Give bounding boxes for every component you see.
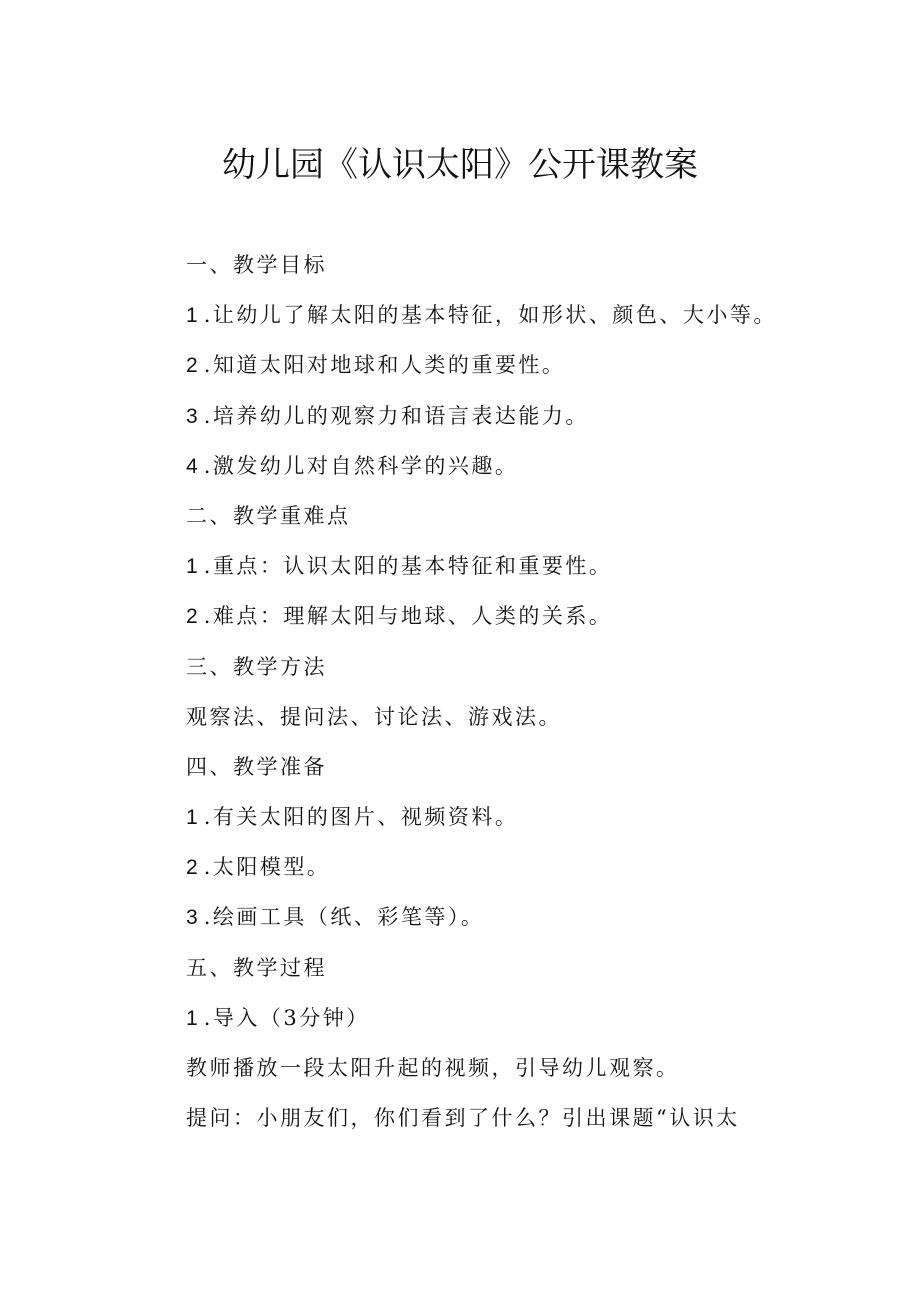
line-text: .难点：理解太阳与地球、人类的关系。 <box>203 604 613 629</box>
line-text: .绘画工具（纸、彩笔等）。 <box>203 905 485 930</box>
document-body <box>186 240 806 1143</box>
list-number: 1 <box>186 1006 198 1030</box>
list-item <box>186 290 806 340</box>
line-text: .有关太阳的图片、视频资料。 <box>203 805 519 830</box>
paragraph <box>186 1043 806 1093</box>
line-text: .让幼儿了解太阳的基本特征，如形状、颜色、大小等。 <box>203 303 777 328</box>
list-number: 4 <box>186 454 198 478</box>
list-item <box>186 340 806 390</box>
line-text: .培养幼儿的观察力和语言表达能力。 <box>203 403 589 428</box>
list-number: 1 <box>186 304 198 328</box>
paragraph <box>186 1093 806 1143</box>
document-title: 幼儿园《认识太阳》公开课教案 <box>222 145 698 185</box>
line-text: 三、教学方法 <box>186 654 327 679</box>
section-heading-objectives <box>186 240 806 290</box>
section-heading-preparation <box>186 742 806 792</box>
list-item <box>186 892 806 942</box>
line-text: 观察法、提问法、讨论法、游戏法。 <box>186 704 562 729</box>
list-number: 2 <box>186 856 198 880</box>
list-number: 3 <box>186 906 198 930</box>
line-text: 一、教学目标 <box>186 253 327 277</box>
list-item <box>186 842 806 892</box>
list-item <box>186 541 806 591</box>
list-number: 2 <box>186 605 198 629</box>
line-text: 教师播放一段太阳升起的视频，引导幼儿观察。 <box>186 1056 680 1080</box>
list-number: 1 <box>186 806 198 830</box>
list-number: 1 <box>186 555 198 579</box>
section-heading-key-points <box>186 491 806 541</box>
line-text: .激发幼儿对自然科学的兴趣。 <box>203 453 519 478</box>
line-text: 五、教学过程 <box>186 955 327 980</box>
line-text: 二、教学重难点 <box>186 503 351 528</box>
line-text: .太阳模型。 <box>203 855 331 880</box>
line-text: .重点：认识太阳的基本特征和重要性。 <box>203 554 613 579</box>
list-number: 2 <box>186 354 198 378</box>
line-text: .知道太阳对地球和人类的重要性。 <box>203 353 566 378</box>
line-text: 提问：小朋友们，你们看到了什么？引出课题“认识太 <box>186 1106 740 1131</box>
line-text: .导入（3分钟） <box>203 1005 370 1030</box>
section-heading-methods <box>186 642 806 692</box>
list-item <box>186 792 806 842</box>
list-item <box>186 591 806 641</box>
paragraph <box>186 692 806 742</box>
line-text: 四、教学准备 <box>186 754 327 779</box>
section-heading-process <box>186 943 806 993</box>
list-number: 3 <box>186 404 198 428</box>
list-item <box>186 441 806 491</box>
list-item <box>186 993 806 1043</box>
list-item <box>186 391 806 441</box>
